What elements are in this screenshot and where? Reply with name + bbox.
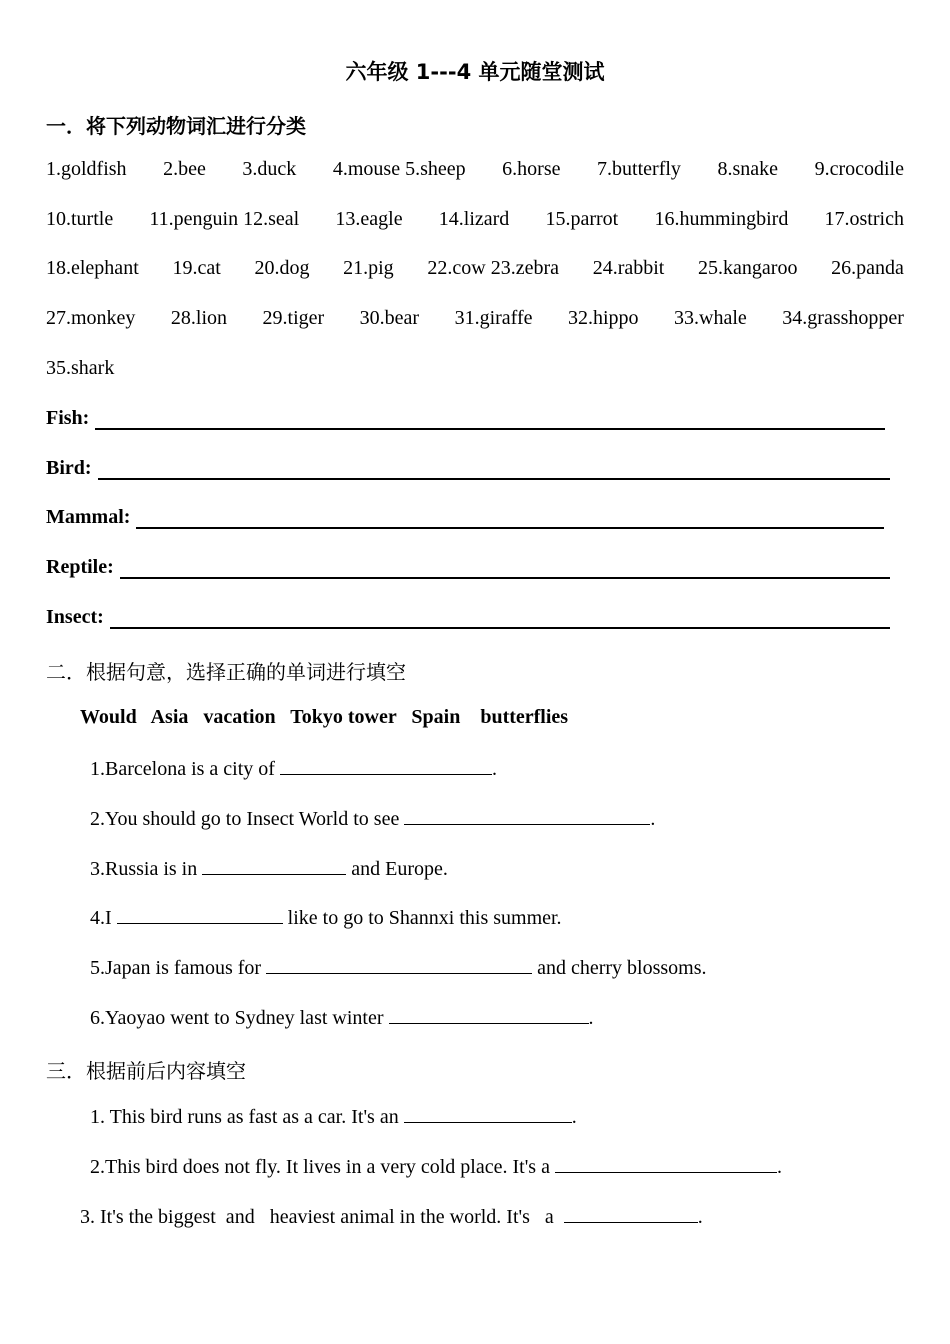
question-text: like to go to Shannxi this summer. (282, 907, 562, 929)
category-row-bird (46, 457, 890, 480)
question-text: . (491, 758, 497, 780)
word-item: 21.pig (343, 257, 394, 279)
word-item: 24.rabbit (592, 257, 665, 279)
answer-blank[interactable] (404, 806, 650, 825)
category-label: Reptile: (46, 556, 114, 578)
word-item: 27.monkey (46, 307, 136, 329)
word-item: 11.penguin 12.seal (149, 208, 300, 230)
answer-blank[interactable] (280, 756, 492, 775)
question-text: and cherry blossoms. (532, 957, 707, 979)
section2-heading: 二．根据句意，选择正确的单词进行填空 (46, 660, 406, 684)
question-text: 4.I (90, 907, 117, 929)
question-text: 1.Barcelona is a city of (90, 758, 280, 780)
s3-question-2 (90, 1154, 782, 1179)
word-item: 30.bear (359, 307, 420, 329)
word-bank-item: Would (80, 706, 137, 728)
word-bank-item: butterflies (480, 706, 569, 728)
question-text: 6.Yaoyao went to Sydney last winter (90, 1007, 389, 1029)
fish-answer-blank[interactable] (95, 409, 885, 430)
word-bank (80, 706, 568, 729)
reptile-answer-blank[interactable] (120, 558, 890, 579)
question-text: 2.You should go to Insect World to see (90, 808, 405, 830)
word-item: 18.elephant (46, 257, 139, 279)
s2-question-6 (90, 1005, 594, 1030)
word-item: 19.cat (172, 257, 221, 279)
word-item: 28.lion (170, 307, 228, 329)
category-row-insect (46, 606, 890, 629)
word-item: 13.eagle (335, 208, 403, 230)
word-item: 35.shark (46, 357, 115, 379)
s2-question-1 (90, 756, 497, 781)
word-row-5 (46, 357, 904, 380)
s2-question-2 (90, 806, 655, 831)
category-row-reptile (46, 556, 890, 579)
question-text: 3.Russia is in (90, 858, 203, 880)
word-bank-item: Asia (150, 706, 189, 728)
word-item: 7.butterfly (597, 158, 681, 180)
word-item: 32.hippo (568, 307, 639, 329)
question-text: . (697, 1206, 703, 1228)
word-item: 9.crocodile (814, 158, 904, 180)
answer-blank[interactable] (117, 905, 283, 924)
question-text: . (571, 1106, 577, 1128)
s2-question-3 (90, 856, 448, 881)
word-item: 29.tiger (262, 307, 325, 329)
question-text: . (776, 1156, 782, 1178)
insect-answer-blank[interactable] (110, 608, 890, 629)
word-item: 3.duck (242, 158, 297, 180)
question-text: . (650, 808, 656, 830)
section3-heading: 三．根据前后内容填空 (46, 1059, 246, 1083)
answer-blank[interactable] (389, 1005, 589, 1024)
word-item: 15.parrot (545, 208, 619, 230)
word-item: 8.snake (717, 158, 779, 180)
category-label: Bird: (46, 457, 92, 479)
section1-heading: 一．将下列动物词汇进行分类 (46, 114, 306, 138)
mammal-answer-blank[interactable] (136, 508, 884, 529)
answer-blank[interactable] (202, 856, 346, 875)
word-row-3 (46, 257, 904, 280)
word-row-4 (46, 307, 904, 330)
s3-question-3 (80, 1204, 703, 1229)
word-row-1 (46, 158, 904, 181)
word-bank-item: vacation (203, 706, 276, 728)
word-item: 22.cow 23.zebra (427, 257, 559, 279)
question-text: 1. This bird runs as fast as a car. It's an (90, 1106, 404, 1128)
word-item: 17.ostrich (824, 208, 904, 230)
category-label: Mammal: (46, 506, 131, 528)
question-text: . (588, 1007, 594, 1029)
answer-blank[interactable] (404, 1104, 572, 1123)
word-item: 6.horse (502, 158, 561, 180)
category-label: Fish: (46, 407, 90, 429)
word-item: 25.kangaroo (698, 257, 798, 279)
category-row-mammal (46, 506, 884, 529)
s2-question-5 (90, 955, 707, 980)
page-title: 六年级 1---4 单元随堂测试 (345, 60, 605, 84)
question-text: 5.Japan is famous for (90, 957, 267, 979)
bird-answer-blank[interactable] (98, 459, 890, 480)
answer-blank[interactable] (564, 1204, 698, 1223)
category-row-fish (46, 407, 885, 430)
question-text: 3. It's the biggest and heaviest animal in the world. It's a (80, 1206, 564, 1228)
word-item: 2.bee (163, 158, 206, 180)
word-item: 1.goldfish (46, 158, 127, 180)
word-item: 14.lizard (438, 208, 510, 230)
word-item: 33.whale (674, 307, 747, 329)
word-bank-item: Tokyo tower (290, 706, 397, 728)
word-bank-item: Spain (411, 706, 461, 728)
word-item: 16.hummingbird (654, 208, 789, 230)
question-text: and Europe. (346, 858, 448, 880)
word-item: 26.panda (831, 257, 904, 279)
word-item: 31.giraffe (454, 307, 533, 329)
answer-blank[interactable] (555, 1154, 777, 1173)
answer-blank[interactable] (266, 955, 532, 974)
s2-question-4 (90, 905, 562, 930)
word-row-2 (46, 208, 904, 231)
word-item: 34.grasshopper (782, 307, 904, 329)
category-label: Insect: (46, 606, 104, 628)
question-text: 2.This bird does not fly. It lives in a very cold place. It's a (90, 1156, 555, 1178)
word-item: 20.dog (254, 257, 310, 279)
word-item: 10.turtle (46, 208, 114, 230)
s3-question-1 (90, 1104, 577, 1129)
word-item: 4.mouse 5.sheep (332, 158, 466, 180)
